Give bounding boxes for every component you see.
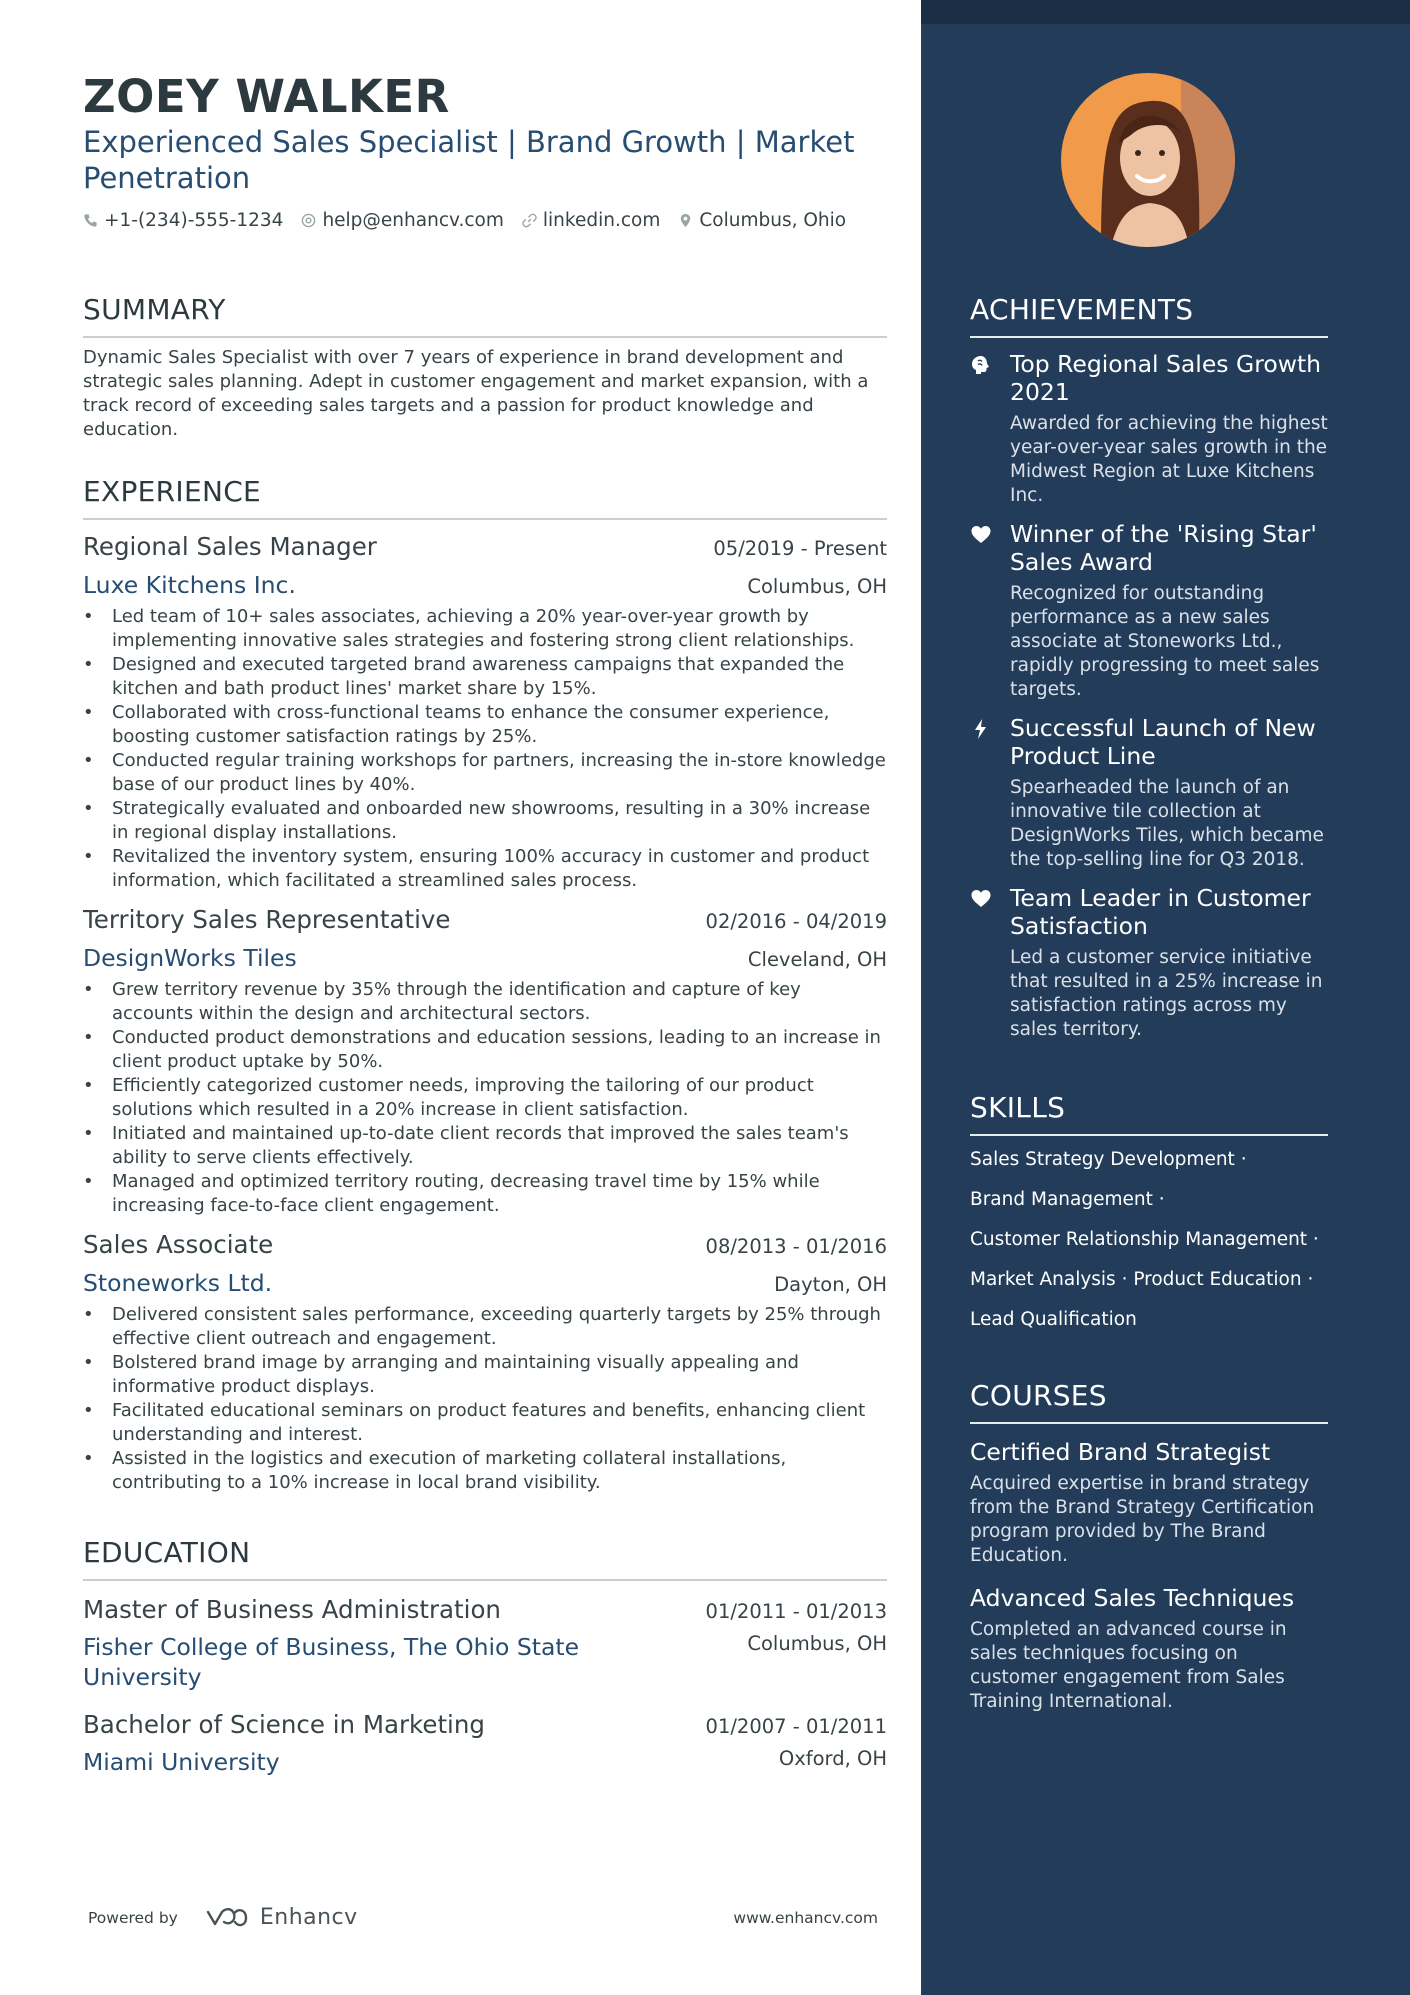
- bullet-item: • Designed and executed targeted brand awareness campaigns that expanded the kitchen and bath product lines' market share by 15%.: [83, 653, 887, 701]
- degree: Master of Business Administration: [83, 1595, 501, 1624]
- bullet-item: • Conducted regular training workshops for partners, increasing the in-store knowledge base of our product lines by 40%.: [83, 749, 887, 797]
- achievement-title: Successful Launch of New Product Line: [1010, 714, 1316, 770]
- bullet-item: • Initiated and maintained up-to-date client records that improved the sales team's ability to serve clients effectively.: [83, 1122, 887, 1170]
- contact-email-text: help@enhancv.com: [322, 210, 504, 231]
- job-dates: 02/2016 - 04/2019: [705, 910, 887, 933]
- course-title: Advanced Sales Techniques: [970, 1584, 1295, 1612]
- job-location: Dayton, OH: [774, 1273, 887, 1296]
- summary-heading: SUMMARY: [83, 293, 226, 326]
- contact-email[interactable]: [301, 210, 503, 231]
- bullet-item: • Delivered consistent sales performance, exceeding quarterly targets by 25% through effective client outreach and engagement.: [83, 1303, 887, 1351]
- contact-phone[interactable]: [83, 210, 283, 231]
- courses-section: [970, 1379, 1328, 1714]
- company-name: Stoneworks Ltd.: [83, 1269, 273, 1297]
- job-entry: [83, 1230, 887, 1495]
- achievement-title: Team Leader in Customer Satisfaction: [1010, 884, 1311, 940]
- course-title: Certified Brand Strategist: [970, 1438, 1271, 1466]
- divider: [83, 1579, 887, 1581]
- skill-line: Customer Relationship Management ·: [970, 1229, 1319, 1250]
- school-name: Miami University: [83, 1748, 280, 1776]
- achievement-description: Recognized for outstanding performance as a new sales associate at Stoneworks Ltd., rapidly progressing to meet sales targets.: [1010, 583, 1320, 700]
- heart-icon: [970, 884, 994, 1042]
- summary-section: [83, 293, 887, 442]
- bullet-item: • Assisted in the logistics and execution of marketing collateral installations, contributing to a 10% increase in local brand visibility.: [83, 1447, 887, 1495]
- at-icon: [301, 213, 316, 228]
- achievement-description: Led a customer service initiative that resulted in a 25% increase in satisfaction ratings across my sales territory.: [1010, 947, 1323, 1040]
- contact-bar: [83, 210, 846, 231]
- location-pin-icon: [678, 213, 693, 228]
- powered-by-label: Powered by: [88, 1908, 178, 1927]
- education-heading: EDUCATION: [83, 1536, 251, 1569]
- profile-photo: [1061, 73, 1235, 247]
- company-name: Luxe Kitchens Inc.: [83, 571, 296, 599]
- skills-heading: SKILLS: [970, 1091, 1066, 1124]
- divider: [970, 1422, 1328, 1424]
- job-location: Cleveland, OH: [747, 948, 887, 971]
- bullet-item: • Bolstered brand image by arranging and maintaining visually appealing and informative product displays.: [83, 1351, 887, 1399]
- achievement-title: Top Regional Sales Growth 2021: [1010, 350, 1322, 406]
- summary-text: Dynamic Sales Specialist with over 7 years of experience in brand development and strategic sales planning. Adept in customer engagement and market expansion, with a track record of exceeding sales targets and a passion for product knowledge and education.: [83, 347, 869, 440]
- degree: Bachelor of Science in Marketing: [83, 1710, 485, 1739]
- course-description: Acquired expertise in brand strategy from the Brand Strategy Certification program provided by The Brand Education.: [970, 1473, 1315, 1566]
- divider: [83, 518, 887, 520]
- contact-phone-text: +1-(234)-555-1234: [104, 210, 284, 231]
- bullet-item: • Conducted product demonstrations and education sessions, leading to an increase in client product uptake by 50%.: [83, 1026, 887, 1074]
- education-dates: 01/2011 - 01/2013: [705, 1600, 887, 1623]
- skills-section: [970, 1091, 1328, 1332]
- job-title: Regional Sales Manager: [83, 532, 377, 561]
- skill-line: Lead Qualification: [970, 1309, 1137, 1330]
- contact-linkedin[interactable]: [522, 210, 660, 231]
- contact-location: [678, 210, 846, 231]
- footer-website-link[interactable]: www.enhancv.com: [733, 1908, 878, 1927]
- heart-icon: [970, 520, 994, 702]
- achievement-item: [970, 884, 1328, 1042]
- divider: [83, 336, 887, 338]
- job-entry: [83, 532, 887, 893]
- skill-line: Market Analysis · Product Education ·: [970, 1269, 1314, 1290]
- education-location: Oxford, OH: [778, 1747, 887, 1770]
- bullet-item: • Grew territory revenue by 35% through the identification and capture of key accounts within the design and architectural sectors.: [83, 978, 887, 1026]
- bullet-item: • Collaborated with cross-functional teams to enhance the consumer experience, boosting customer satisfaction ratings by 25%.: [83, 701, 887, 749]
- job-bullets: [83, 605, 887, 893]
- link-icon: [522, 213, 537, 228]
- job-title: Sales Associate: [83, 1230, 274, 1259]
- education-location: Columbus, OH: [747, 1632, 887, 1655]
- bullet-item: • Strategically evaluated and onboarded new showrooms, resulting in a 30% increase in regional display installations.: [83, 797, 887, 845]
- brain-icon: [970, 350, 994, 508]
- achievement-item: [970, 350, 1328, 508]
- bullet-item: • Revitalized the inventory system, ensuring 100% accuracy in customer and product information, which facilitated a streamlined sales process.: [83, 845, 887, 893]
- achievement-item: [970, 714, 1328, 872]
- phone-icon: [83, 213, 98, 228]
- candidate-name: ZOEY WALKER: [83, 70, 450, 123]
- achievements-heading: ACHIEVEMENTS: [970, 293, 1194, 326]
- lightning-icon: [970, 714, 994, 872]
- bullet-item: • Managed and optimized territory routing, decreasing travel time by 15% while increasing face-to-face client engagement.: [83, 1170, 887, 1218]
- school-name: Fisher College of Business, The Ohio State University: [83, 1633, 580, 1691]
- bullet-item: • Facilitated educational seminars on product features and benefits, enhancing client understanding and interest.: [83, 1399, 887, 1447]
- sidebar-top-band: [921, 0, 1410, 24]
- enhancv-logo-mark: [204, 1906, 250, 1930]
- headline: Experienced Sales Specialist | Brand Growth | Market Penetration: [83, 125, 855, 195]
- experience-section: [83, 475, 887, 1495]
- job-title: Territory Sales Representative: [83, 905, 451, 934]
- powered-by: [88, 1905, 358, 1930]
- education-entry: [83, 1710, 887, 1777]
- job-dates: 05/2019 - Present: [713, 537, 887, 560]
- skill-line: Sales Strategy Development ·: [970, 1149, 1247, 1170]
- course-description: Completed an advanced course in sales techniques focusing on customer engagement from Sales Training International.: [970, 1619, 1287, 1712]
- divider: [970, 1134, 1328, 1136]
- job-bullets: [83, 978, 887, 1218]
- enhancv-logo[interactable]: [204, 1905, 358, 1930]
- divider: [970, 336, 1328, 338]
- contact-linkedin-text: linkedin.com: [542, 210, 661, 231]
- achievement-description: Awarded for achieving the highest year-over-year sales growth in the Midwest Region at Luxe Kitchens Inc.: [1010, 413, 1328, 506]
- job-location: Columbus, OH: [747, 575, 887, 598]
- job-entry: [83, 905, 887, 1218]
- education-section: [83, 1536, 887, 1777]
- company-name: DesignWorks Tiles: [83, 944, 297, 972]
- footer: [88, 1905, 878, 1930]
- achievement-title: Winner of the 'Rising Star' Sales Award: [1010, 520, 1317, 576]
- bullet-item: • Led team of 10+ sales associates, achieving a 20% year-over-year growth by implementing innovative sales strategies and fostering strong client relationships.: [83, 605, 887, 653]
- contact-location-text: Columbus, Ohio: [699, 210, 847, 231]
- achievement-description: Spearheaded the launch of an innovative tile collection at DesignWorks Tiles, which became the top-selling line for Q3 2018.: [1010, 777, 1324, 870]
- courses-heading: COURSES: [970, 1379, 1107, 1412]
- experience-heading: EXPERIENCE: [83, 475, 262, 508]
- achievement-item: [970, 520, 1328, 702]
- enhancv-logo-text: Enhancv: [259, 1905, 358, 1930]
- job-dates: 08/2013 - 01/2016: [705, 1235, 887, 1258]
- skill-line: Brand Management ·: [970, 1189, 1165, 1210]
- education-dates: 01/2007 - 01/2011: [705, 1715, 887, 1738]
- job-bullets: [83, 1303, 887, 1495]
- achievements-section: [970, 293, 1328, 1042]
- education-entry: [83, 1595, 887, 1692]
- bullet-item: • Efficiently categorized customer needs, improving the tailoring of our product solutions which resulted in a 20% increase in client satisfaction.: [83, 1074, 887, 1122]
